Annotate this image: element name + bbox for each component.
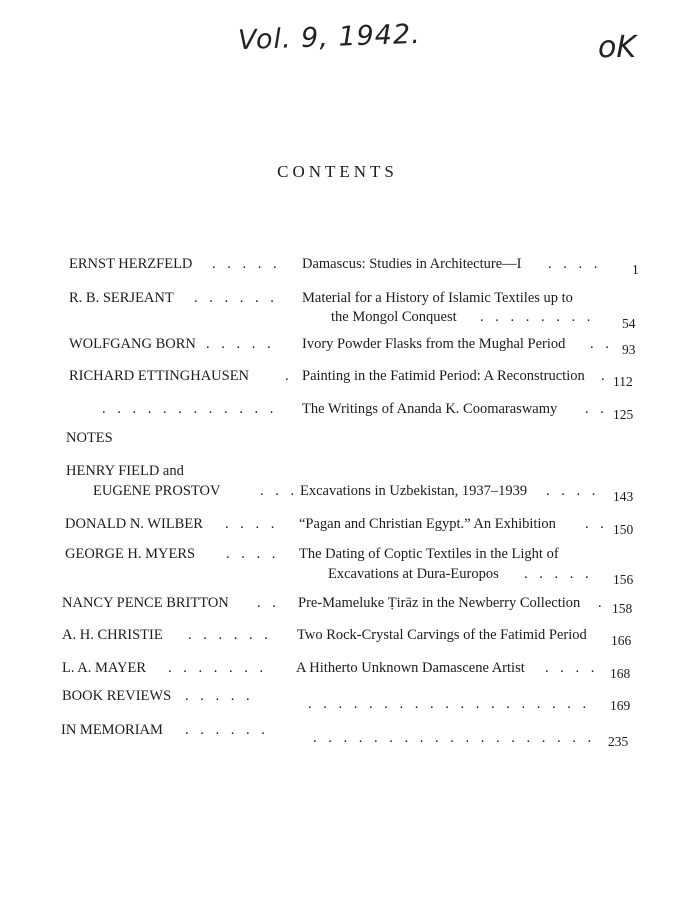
title-leader: . . . . xyxy=(548,256,602,272)
handwritten-volume-note: Vol. 9, 1942. xyxy=(237,18,422,57)
entry-author: HENRY FIELD and xyxy=(66,463,184,479)
entry-title: Excavations in Uzbekistan, 1937–1939 xyxy=(300,483,528,499)
entry-author: NANCY PENCE BRITTON xyxy=(62,595,229,611)
heading-leader: . . . . . xyxy=(185,688,254,704)
entry-title: The Dating of Coptic Textiles in the Light of xyxy=(299,546,559,562)
entry-title: A Hitherto Unknown Damascene Artist xyxy=(296,660,525,676)
entry-page: 150 xyxy=(613,522,634,537)
author-leader: . . . . . xyxy=(212,256,281,272)
entry-page: 93 xyxy=(622,342,636,357)
author-leader: . . . . . . xyxy=(188,627,272,643)
title-leader: . . xyxy=(590,336,613,352)
entry-page: 143 xyxy=(613,489,634,504)
entry-title: Pre-Mameluke Ṭirāz in the Newberry Collection xyxy=(298,595,581,611)
toc-note-entry xyxy=(0,627,675,651)
toc-entry xyxy=(0,290,675,334)
handwritten-ok-mark: oK xyxy=(598,30,637,65)
toc-entry xyxy=(0,336,675,360)
author-leader: . . . . . . xyxy=(194,290,278,306)
toc-note-entry xyxy=(0,660,675,684)
author-leader: . . xyxy=(257,595,280,611)
entry-author: GEORGE H. MYERS xyxy=(65,546,196,562)
author-leader: . . . . . . . . . . . . xyxy=(102,401,278,417)
author-leader: . . . . xyxy=(225,516,279,532)
entry-title-continued: the Mongol Conquest xyxy=(331,309,457,325)
author-leader: . . . xyxy=(260,483,299,499)
author-leader: . . . . . . . xyxy=(168,660,268,676)
entry-page: 1 xyxy=(632,262,639,277)
author-leader: . . . . xyxy=(226,546,280,562)
toc-entry xyxy=(0,401,675,425)
entry-page: 168 xyxy=(610,666,631,681)
title-leader: . . xyxy=(585,401,608,417)
entry-title: Ivory Powder Flasks from the Mughal Period xyxy=(302,336,566,352)
toc-entry xyxy=(0,256,675,280)
title-leader: . xyxy=(601,368,609,384)
entry-author: WOLFGANG BORN xyxy=(69,336,196,352)
section-heading: IN MEMORIAM xyxy=(61,722,163,738)
section-page: 169 xyxy=(610,698,631,713)
entry-title: The Writings of Ananda K. Coomaraswamy xyxy=(302,401,558,417)
entry-page: 158 xyxy=(612,601,633,616)
title-leader: . . . . . xyxy=(524,566,593,582)
notes-heading: NOTES xyxy=(66,430,113,446)
entry-title: Material for a History of Islamic Textiles up to xyxy=(302,290,573,306)
entry-author: DONALD N. WILBER xyxy=(65,516,203,532)
entry-title: Damascus: Studies in Architecture—I xyxy=(302,256,522,272)
entry-author: RICHARD ETTINGHAUSEN xyxy=(69,368,250,384)
entry-author: R. B. SERJEANT xyxy=(69,290,174,306)
entry-page: 125 xyxy=(613,407,634,422)
toc-note-entry xyxy=(0,595,675,619)
entry-title-continued: Excavations at Dura-Europos xyxy=(328,566,499,582)
author-leader: . . . . . xyxy=(206,336,275,352)
entry-author: L. A. MAYER xyxy=(62,660,147,676)
toc-note-entry xyxy=(0,516,675,540)
author-leader: . xyxy=(285,368,293,384)
toc-section-book-reviews xyxy=(0,688,675,712)
title-leader: . . . . xyxy=(546,483,600,499)
entry-page: 54 xyxy=(622,316,636,331)
entry-page: 156 xyxy=(613,572,634,587)
entry-title: Two Rock-Crystal Carvings of the Fatimid Period xyxy=(297,627,587,643)
section-page: 235 xyxy=(608,734,629,749)
entry-author: A. H. CHRISTIE xyxy=(62,627,163,643)
toc-entry xyxy=(0,368,675,392)
toc-note-entry xyxy=(0,546,675,590)
entry-title: “Pagan and Christian Egypt.” An Exhibition xyxy=(299,516,556,532)
title-leader: . . xyxy=(585,516,608,532)
section-leader: . . . . . . . . . . . . . . . . . . . xyxy=(313,730,596,746)
entry-author-continued: EUGENE PROSTOV xyxy=(93,483,221,499)
heading-leader: . . . . . . xyxy=(185,722,269,738)
entry-author: ERNST HERZFELD xyxy=(69,256,193,272)
title-leader: . . . . . . . . xyxy=(480,309,595,325)
section-heading: BOOK REVIEWS xyxy=(62,688,172,704)
entry-page: 166 xyxy=(611,633,632,648)
contents-heading: CONTENTS xyxy=(277,162,398,181)
toc-note-entry xyxy=(0,463,675,507)
entry-page: 112 xyxy=(613,374,633,389)
entry-title: Painting in the Fatimid Period: A Reconstruction xyxy=(302,368,585,384)
toc-section-in-memoriam xyxy=(0,722,675,749)
title-leader: . xyxy=(598,595,606,611)
section-leader: . . . . . . . . . . . . . . . . . . . xyxy=(308,696,591,712)
title-leader: . . . . xyxy=(545,660,599,676)
